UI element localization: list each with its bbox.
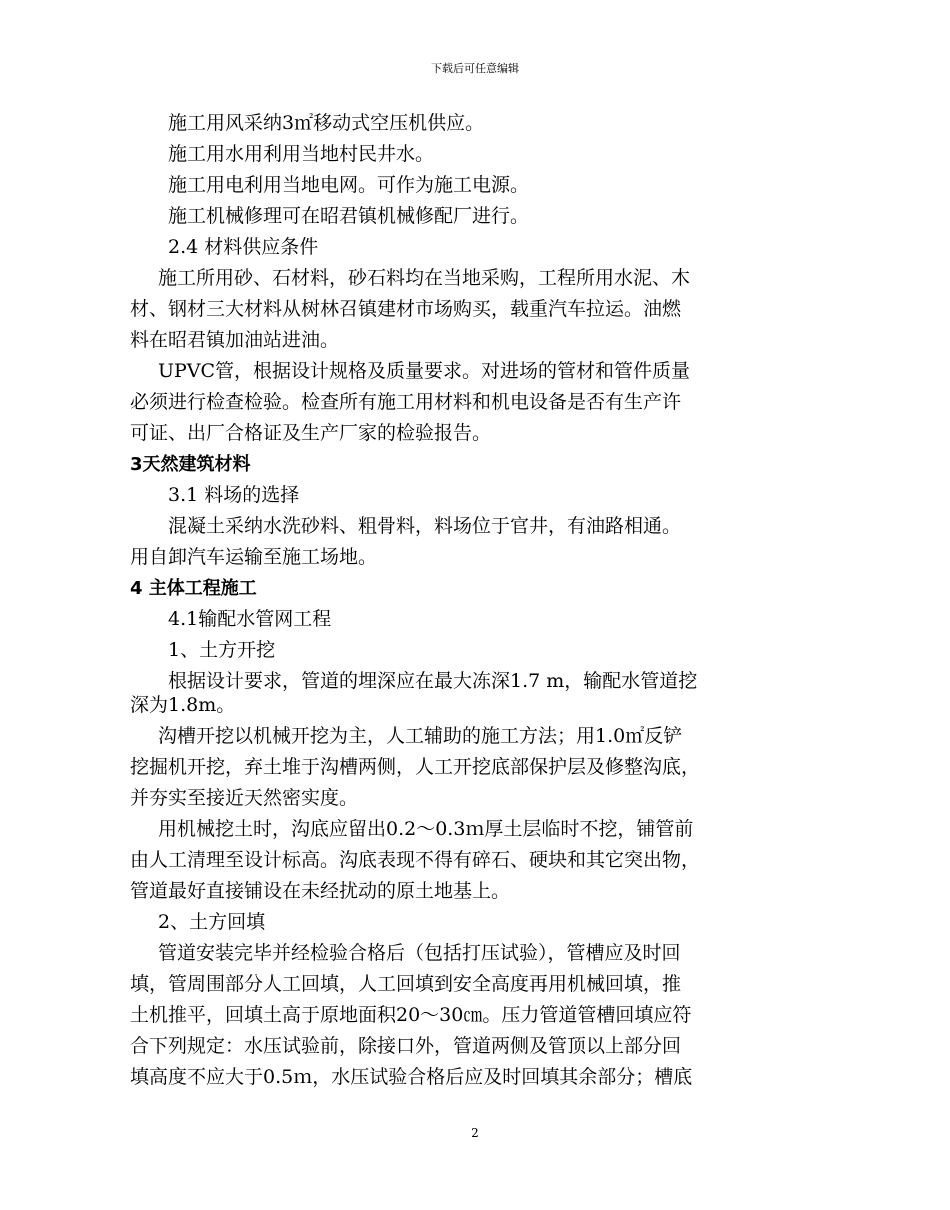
- page-number: 2: [471, 1126, 479, 1140]
- text-line: 合下列规定：水压试验前，除接口外，管道两侧及管顶以上部分回: [130, 1035, 682, 1057]
- text-line: 施工用风采纳3㎡移动式空压机供应。: [168, 112, 485, 134]
- page-header: 下载后可任意编辑: [431, 62, 519, 75]
- text-line: 3.1 料场的选择: [168, 484, 300, 506]
- text-line: 填，管周围部分人工回填，人工回填到安全高度再用机械回填，推: [130, 973, 682, 995]
- text-line: 管道安装完毕并经检验合格后（包括打压试验），管槽应及时回: [158, 942, 681, 964]
- text-line: 施工用电利用当地电网。可作为施工电源。: [168, 174, 530, 196]
- text-line: 用机械挖土时，沟底应留出0.2～0.3ｍ厚土层临时不挖，铺管前: [158, 818, 694, 840]
- text-line: 土机推平，回填土高于原地面积20～30㎝。压力管道管槽回填应符: [130, 1004, 692, 1026]
- section-heading: 4 主体工程施工: [130, 578, 257, 599]
- text-line: 管道最好直接铺设在未经扰动的原土地基上。: [130, 880, 511, 902]
- text-line: 深为1.8m。: [130, 694, 236, 716]
- text-line: 1、土方开挖: [168, 639, 276, 661]
- text-line: 2.4 材料供应条件: [168, 236, 319, 258]
- text-line: 挖掘机开挖，弃土堆于沟槽两侧，人工开挖底部保护层及修整沟底，: [130, 756, 701, 778]
- text-line: UPVC管，根据设计规格及质量要求。对进场的管材和管件质量: [158, 360, 691, 382]
- text-line: 必须进行检查检验。检查所有施工用材料和机电设备是否有生产许: [130, 391, 682, 413]
- text-line: 可证、出厂合格证及生产厂家的检验报告。: [130, 422, 492, 444]
- text-line: 混凝土采纳水洗砂料、粗骨料，料场位于官井，有油路相通。: [168, 515, 682, 537]
- text-line: 由人工清理至设计标高。沟底表现不得有碎石、硬块和其它突出物，: [130, 849, 701, 871]
- text-line: 料在昭君镇加油站进油。: [130, 329, 340, 351]
- text-line: 填高度不应大于0.5ｍ，水压试验合格后应及时回填其余部分；槽底: [130, 1066, 693, 1088]
- text-line: 用自卸汽车运输至施工场地。: [130, 546, 378, 568]
- text-line: 并夯实至接近天然密实度。: [130, 787, 359, 809]
- text-line: 沟槽开挖以机械开挖为主，人工辅助的施工方法；用1.0㎡反铲: [158, 725, 683, 747]
- text-line: 2、土方回填: [158, 911, 266, 933]
- section-heading: 3天然建筑材料: [130, 454, 251, 475]
- text-line: 施工用水用利用当地村民井水。: [168, 143, 435, 165]
- text-line: 材、钢材三大材料从树林召镇建材市场购买，载重汽车拉运。油燃: [130, 298, 682, 320]
- text-line: 施工所用砂、石材料，砂石料均在当地采购，工程所用水泥、木: [158, 267, 691, 289]
- document-body: [130, 108, 730, 1093]
- text-line: 4.1输配水管网工程: [168, 608, 332, 630]
- text-line: 施工机械修理可在昭君镇机械修配厂进行。: [168, 205, 530, 227]
- text-line: 根据设计要求，管道的埋深应在最大冻深1.7 m，输配水管道挖: [168, 670, 698, 692]
